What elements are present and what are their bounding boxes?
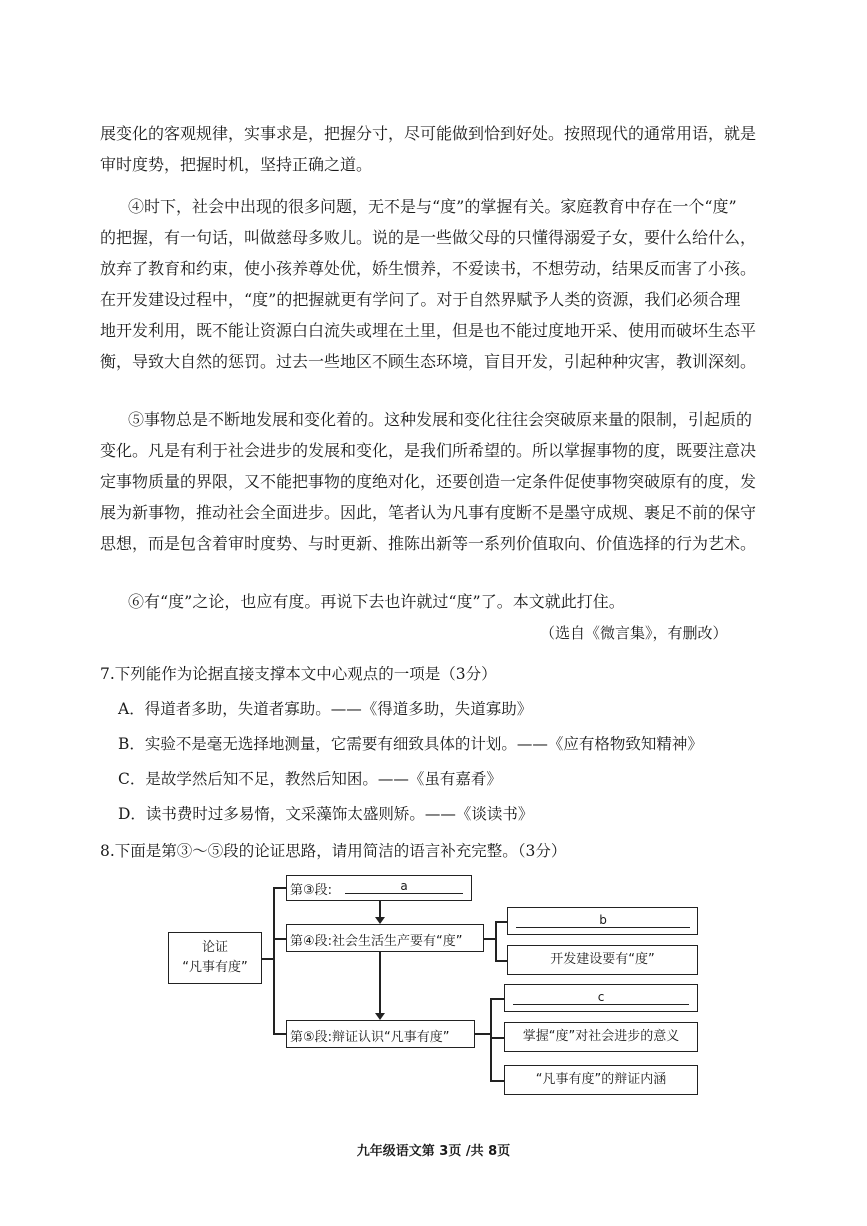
- page-footer: 九年级语文第 3页 /共 8页: [356, 1144, 511, 1159]
- text-line: ④时下，社会中出现的很多问题，无不是与“度”的掌握有关。家庭教育中存在一个“度”: [128, 197, 737, 216]
- connector: [273, 887, 286, 889]
- text-line: 衡，导致大自然的惩罚。过去一些地区不顾生态环境，盲目开发，引起种种灾害，教训深刻。: [100, 352, 757, 371]
- text-line: 放弃了教育和约束，使小孩养尊处优，娇生惯养，不爱读书，不想劳动，结果反而害了小孩。: [100, 259, 757, 278]
- diagram-b-box: [507, 907, 698, 935]
- connector: [495, 921, 507, 923]
- connector: [273, 887, 275, 1034]
- paragraph-continued: [100, 118, 770, 180]
- text-line: 审时度势，把握时机，坚持正确之道。: [100, 155, 373, 174]
- diagram-p5-box: 第⑤段:辩证认识“凡事有度”: [286, 1020, 475, 1048]
- connector: [495, 960, 507, 962]
- text-line: ⑥有“度”之论，也应有度。再说下去也许就过“度”了。本文就此打住。: [128, 592, 625, 611]
- connector: [495, 921, 497, 961]
- text-line: 的把握，有一句话，叫做慈母多败儿。说的是一些做父母的只懂得溺爱子女，要什么给什么，: [100, 228, 757, 247]
- connector: [273, 1033, 286, 1035]
- diagram-root-box: 论证 “凡事有度”: [168, 932, 262, 984]
- arrow-head-icon: [375, 1013, 385, 1020]
- text-line: 定事物质量的界限，又不能把事物的度绝对化，还要创造一定条件促使事物突破原有的度，发: [100, 472, 757, 491]
- blank-b: b: [516, 913, 690, 928]
- connector: [273, 938, 286, 940]
- diagram-p3-box: [286, 875, 472, 901]
- question-7-stem: 7.下列能作为论据直接支撑本文中心观点的一项是（3分）: [100, 665, 497, 683]
- arrow-line: [379, 952, 381, 1016]
- diagram-c-box: [504, 984, 698, 1012]
- diagram-p4-box: 第④段:社会生活生产要有“度”: [286, 924, 484, 952]
- diagram-p5-sub2-box: “凡事有度”的辩证内涵: [504, 1065, 698, 1095]
- text-line: 展为新事物，推动社会全面进步。因此，笔者认为凡事有度断不是墨守成规、裹足不前的保守: [100, 503, 757, 522]
- connector: [475, 1033, 491, 1035]
- q7-option-a: A．得道者多助，失道者寡助。——《得道多助，失道寡助》: [118, 700, 533, 718]
- paragraph-4: [100, 191, 770, 377]
- connector: [490, 998, 504, 1000]
- connector: [490, 998, 492, 1081]
- diagram-p4-sub-box: 开发建设要有“度”: [507, 945, 698, 975]
- text-line: ⑤事物总是不断地发展和变化着的。这种发展和变化往往会突破原来量的限制，引起质的: [128, 410, 753, 429]
- connector: [490, 1037, 504, 1039]
- source-citation: （选自《微言集》，有删改）: [540, 624, 728, 642]
- question-8-stem: 8.下面是第③～⑤段的论证思路，请用简洁的语言补充完整。（3分）: [100, 842, 567, 860]
- text-line: 变化。凡是有利于社会进步的发展和变化，是我们所希望的。所以掌握事物的度，既要注意决: [100, 441, 757, 460]
- text-line: 展变化的客观规律，实事求是，把握分寸，尽可能做到恰到好处。按照现代的通常用语，就是: [100, 124, 757, 143]
- blank-c: c: [513, 990, 689, 1005]
- text-line: 地开发利用，既不能让资源白白流失或埋在土里，但是也不能过度地开采、使用而破坏生态平: [100, 321, 757, 340]
- text-line: 思想，而是包含着审时度势、与时更新、推陈出新等一系列价值取向、价值选择的行为艺术。: [100, 534, 757, 553]
- text-line: 在开发建设过程中，“度”的把握就更有学问了。对于自然界赋予人类的资源，我们必须合理: [100, 290, 741, 309]
- paragraph-5: [100, 404, 770, 559]
- arrow-head-icon: [375, 917, 385, 924]
- connector: [490, 1080, 504, 1082]
- q7-option-c: C．是故学然后知不足，教然后知困。——《虽有嘉肴》: [118, 770, 502, 788]
- q7-option-b: B．实验不是毫无选择地测量，它需要有细致具体的计划。——《应有格物致知精神》: [118, 735, 703, 753]
- q7-option-d: D．读书费时过多易惰，文采藻饰太盛则矫。——《谈读书》: [118, 805, 534, 823]
- blank-a: a: [345, 879, 463, 894]
- diagram-p5-sub1-box: 掌握“度”对社会进步的意义: [504, 1022, 698, 1052]
- paragraph-6: [100, 586, 770, 617]
- p3-label: 第③段:: [290, 883, 333, 898]
